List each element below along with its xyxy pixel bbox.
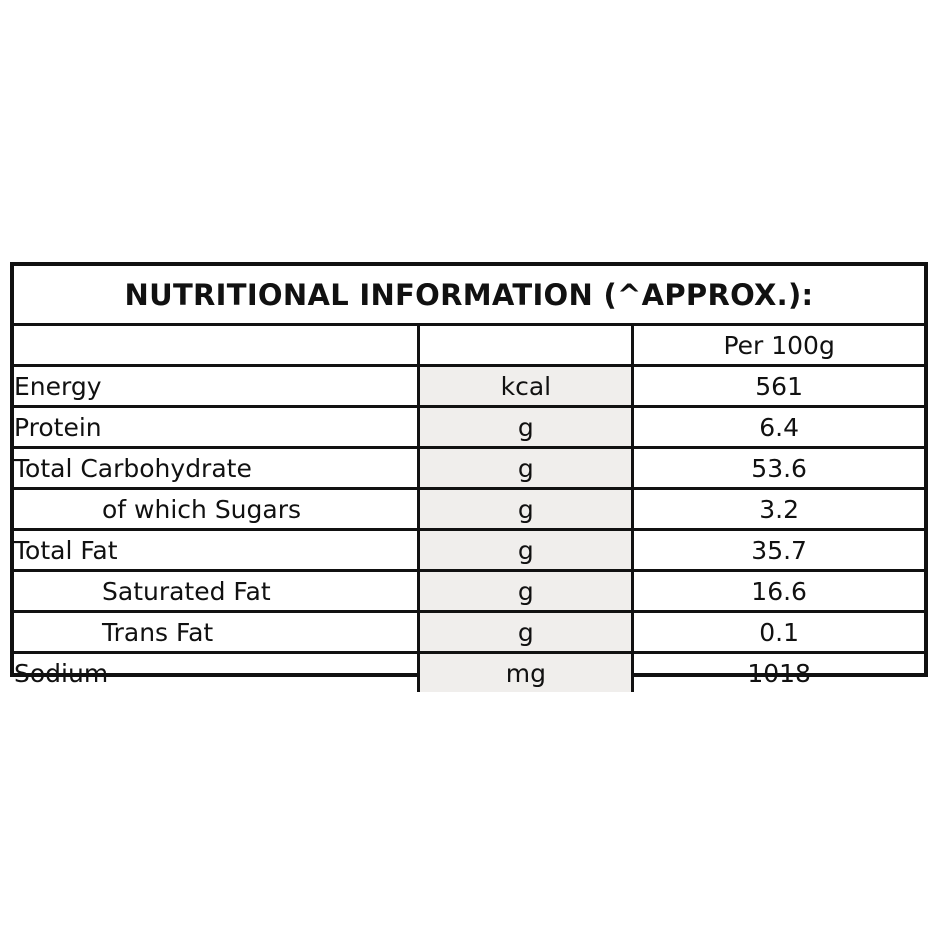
row-label: Energy — [14, 366, 419, 407]
row-value: 561 — [633, 366, 924, 407]
row-unit: g — [419, 571, 633, 612]
row-unit: g — [419, 407, 633, 448]
table-header-row — [14, 325, 924, 366]
row-value: 3.2 — [633, 489, 924, 530]
row-value: 35.7 — [633, 530, 924, 571]
nutrition-panel — [10, 262, 928, 688]
column-header-per-100g: Per 100g — [633, 325, 924, 366]
row-label: Protein — [14, 407, 419, 448]
row-value: 53.6 — [633, 448, 924, 489]
row-unit: g — [419, 489, 633, 530]
row-value: 16.6 — [633, 571, 924, 612]
nutrition-table — [14, 323, 924, 692]
row-unit: g — [419, 448, 633, 489]
table-row — [14, 571, 924, 612]
row-label: Saturated Fat — [14, 571, 419, 612]
column-header-nutrient — [14, 325, 419, 366]
column-header-unit — [419, 325, 633, 366]
row-unit: g — [419, 612, 633, 653]
page-title: NUTRITIONAL INFORMATION (^APPROX.): — [124, 278, 814, 312]
row-unit: mg — [419, 653, 633, 693]
table-row — [14, 489, 924, 530]
row-value: 6.4 — [633, 407, 924, 448]
row-value: 0.1 — [633, 612, 924, 653]
row-label: Trans Fat — [14, 612, 419, 653]
row-unit: kcal — [419, 366, 633, 407]
table-row — [14, 448, 924, 489]
row-label: of which Sugars — [14, 489, 419, 530]
row-unit: g — [419, 530, 633, 571]
row-value: 1018 — [633, 653, 924, 693]
row-label: Sodium — [14, 653, 419, 693]
row-label: Total Fat — [14, 530, 419, 571]
table-row — [14, 530, 924, 571]
table-row — [14, 653, 924, 693]
row-label: Total Carbohydrate — [14, 448, 419, 489]
table-row — [14, 407, 924, 448]
table-row — [14, 366, 924, 407]
table-row — [14, 612, 924, 653]
